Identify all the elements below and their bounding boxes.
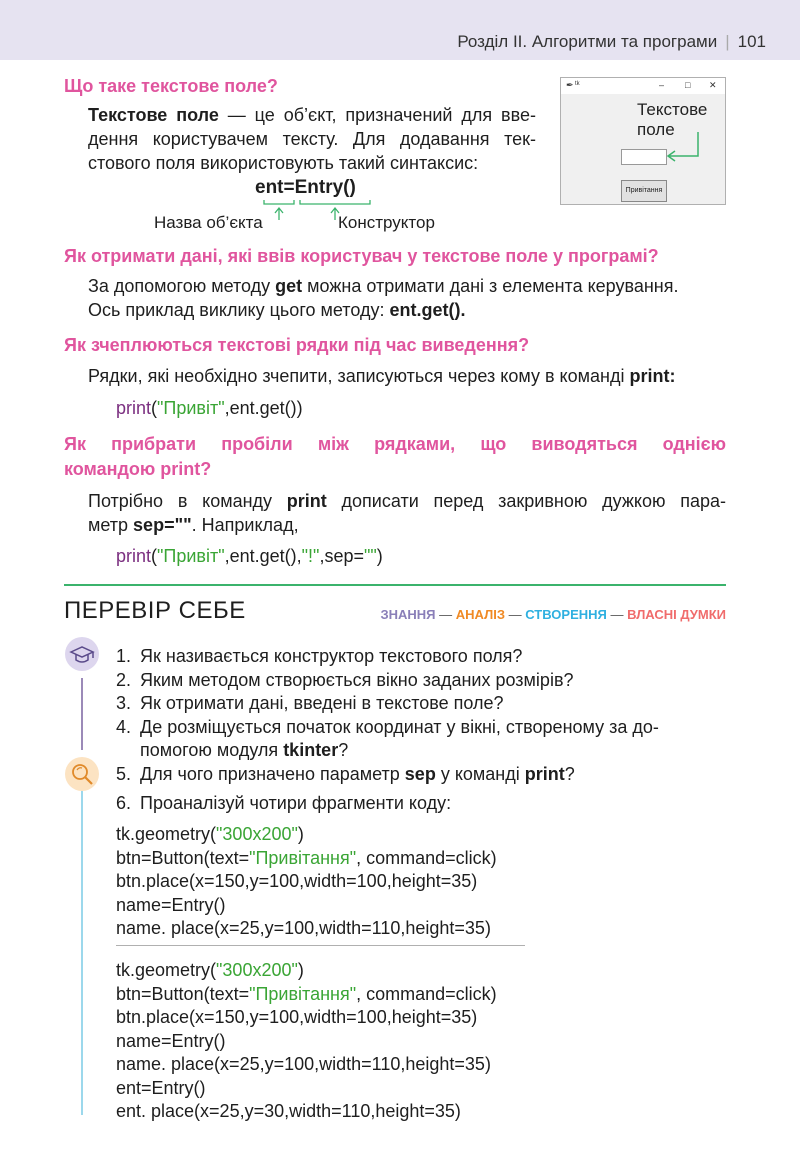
window-entry-field bbox=[621, 149, 667, 165]
q4-text-a: Потрібно в команду bbox=[88, 491, 287, 511]
question-heading-1: Що таке текстове поле? bbox=[64, 76, 278, 96]
page-header bbox=[0, 0, 800, 60]
code-string: "Привітання" bbox=[249, 847, 357, 868]
code-paren: ( bbox=[151, 546, 158, 566]
syntax-example: ent=Entry() bbox=[255, 177, 356, 198]
code-text: ) bbox=[297, 960, 304, 980]
code-line: name=Entry() bbox=[116, 894, 226, 915]
q3-code-example bbox=[116, 397, 303, 421]
q2-line-1 bbox=[88, 274, 678, 298]
item-text: Як отримати дані, введені в текстове поле? bbox=[140, 693, 504, 713]
close-icon: ✕ bbox=[709, 80, 717, 90]
item-text: Як називається конструктор текстового поля? bbox=[140, 646, 523, 666]
item-text: Проаналізуй чотири фрагменти коду: bbox=[140, 793, 452, 813]
code-text: tk.geometry( bbox=[116, 824, 217, 844]
item-number: 6. bbox=[116, 793, 132, 813]
q2-keyword-ent-get: ent.get(). bbox=[389, 300, 466, 320]
legend-knowledge: ЗНАННЯ bbox=[380, 607, 436, 622]
list-item bbox=[116, 763, 728, 787]
window-label-line-1: Текстове bbox=[637, 100, 708, 119]
q4-text-d: метр bbox=[88, 515, 134, 535]
feather-icon: ✒ bbox=[566, 80, 574, 90]
q4-text-c: дописати перед закривною дужкою пара- bbox=[326, 491, 726, 511]
code-text: ,ent.get(), bbox=[224, 546, 302, 566]
list-item bbox=[116, 692, 728, 716]
q3-line-1 bbox=[88, 364, 675, 388]
code-line bbox=[116, 959, 497, 983]
code-keyword: print bbox=[116, 546, 152, 566]
code-text: , command=click) bbox=[356, 983, 497, 1004]
minimize-icon: – bbox=[659, 80, 665, 90]
code-paren: ( bbox=[151, 398, 158, 418]
list-item bbox=[116, 716, 728, 763]
question-heading-4 bbox=[64, 432, 726, 482]
code-line: name. place(x=25,y=100,width=110,height=35) bbox=[116, 1054, 491, 1074]
object-bracket bbox=[264, 200, 294, 204]
q3-text-a: Рядки, які необхідно зчепити, записуються через кому в команді bbox=[88, 366, 630, 386]
item-text: ? bbox=[564, 763, 575, 784]
window-title: tk bbox=[575, 81, 580, 87]
page-number: 101 bbox=[737, 32, 766, 51]
q2-text-c: можна отримати дані з елемента керування. bbox=[302, 276, 679, 296]
analysis-track-line bbox=[81, 790, 83, 1115]
maximize-icon: □ bbox=[685, 80, 691, 90]
code-line: btn.place(x=150,y=100,width=100,height=35) bbox=[116, 1007, 478, 1027]
item-number: 4. bbox=[116, 716, 132, 737]
graduation-cap-icon bbox=[65, 637, 99, 671]
window-button: Привітання bbox=[621, 180, 667, 202]
code-keyword: print bbox=[116, 398, 152, 418]
q4-title-line-2: командою print? bbox=[64, 459, 212, 479]
q4-line-1 bbox=[88, 489, 726, 513]
code-text: , command=click) bbox=[356, 847, 497, 868]
code-paren: ) bbox=[376, 546, 383, 566]
q2-keyword-get: get bbox=[275, 276, 303, 296]
q4-keyword-sep: sep="" bbox=[133, 515, 192, 535]
item-keyword: sep bbox=[404, 763, 436, 784]
code-string: "300x200" bbox=[216, 960, 298, 980]
header-text bbox=[457, 32, 766, 52]
code-divider bbox=[116, 945, 525, 946]
item-number: 3. bbox=[116, 693, 132, 713]
item-number: 2. bbox=[116, 669, 132, 690]
header-separator: | bbox=[725, 32, 730, 51]
code-string: "" bbox=[363, 546, 377, 566]
code-line: ent. place(x=25,y=30,width=110,height=35) bbox=[116, 1101, 461, 1121]
object-arrow bbox=[275, 208, 283, 220]
section-title: Розділ ІІ. Алгоритми та програми bbox=[457, 32, 718, 51]
q4-code-example bbox=[116, 545, 383, 569]
magnifier-icon bbox=[65, 757, 99, 791]
question-heading-2: Як отримати дані, які ввів користувач у текстове поле у програмі? bbox=[64, 246, 659, 266]
list-item bbox=[116, 669, 728, 693]
code-line bbox=[116, 847, 497, 871]
code-line: name. place(x=25,y=100,width=110,height=35) bbox=[116, 918, 491, 938]
q1-line-1 bbox=[88, 103, 536, 127]
item-text: Яким методом створюється вікно заданих розмірів? bbox=[140, 669, 574, 690]
item-number: 5. bbox=[116, 763, 132, 784]
item-number: 1. bbox=[116, 646, 132, 666]
q3-keyword-print: print: bbox=[629, 366, 676, 386]
code-line: btn.place(x=150,y=100,width=100,height=35) bbox=[116, 871, 478, 891]
window-label-line-2: поле bbox=[637, 120, 675, 139]
question-6 bbox=[116, 792, 451, 816]
code-text: ) bbox=[297, 824, 304, 844]
legend-creation: СТВОРЕННЯ bbox=[525, 607, 607, 622]
tk-window-illustration bbox=[560, 77, 726, 205]
code-string: "Привітання" bbox=[249, 983, 357, 1004]
code-text: btn=Button(text= bbox=[116, 847, 250, 868]
item-keyword: tkinter bbox=[283, 740, 339, 760]
legend-dash: — bbox=[508, 607, 522, 622]
code-line: name=Entry() bbox=[116, 1030, 226, 1051]
code-fragment-1 bbox=[116, 823, 497, 941]
item-text: помогою модуля bbox=[140, 740, 284, 760]
code-text: btn=Button(text= bbox=[116, 983, 250, 1004]
legend-dash: — bbox=[610, 607, 624, 622]
legend-analysis: АНАЛІЗ bbox=[455, 607, 505, 622]
q2-text-a: За допомогою методу bbox=[88, 276, 276, 296]
label-constructor: Конструктор bbox=[338, 213, 435, 232]
code-rest: ,ent.get()) bbox=[224, 398, 303, 418]
q1-line-2: дення користувачем тексту. Для додавання тек- bbox=[88, 129, 536, 149]
legend-own-thoughts: ВЛАСНІ ДУМКИ bbox=[627, 607, 726, 622]
code-line bbox=[116, 983, 497, 1007]
q1-paragraph bbox=[88, 103, 536, 175]
question-heading-3: Як зчеплюються текстові рядки під час виведення? bbox=[64, 335, 530, 355]
q4-title-line-1: Як прибрати пробіли між рядками, що виводяться однією bbox=[64, 434, 726, 454]
q1-line-3: стового поля використовують такий синтаксис: bbox=[88, 153, 479, 173]
skills-legend bbox=[380, 607, 726, 622]
code-fragment-2 bbox=[116, 959, 497, 1124]
code-line: ent=Entry() bbox=[116, 1077, 206, 1098]
code-string: "300x200" bbox=[216, 824, 298, 844]
pointer-arrow bbox=[668, 132, 698, 161]
code-text: tk.geometry( bbox=[116, 960, 217, 980]
label-object-name: Назва об’єкта bbox=[154, 213, 263, 232]
list-item bbox=[116, 645, 728, 669]
item-text: Де розміщується початок координат у вікні, створеному за до- bbox=[140, 716, 659, 737]
q4-paragraph bbox=[88, 489, 726, 537]
q4-line-2 bbox=[88, 513, 726, 537]
check-yourself-title: ПЕРЕВІР СЕБЕ bbox=[64, 597, 246, 624]
legend-dash: — bbox=[439, 607, 453, 622]
q4-keyword-print: print bbox=[286, 491, 327, 511]
item-text: Для чого призначено параметр bbox=[140, 763, 405, 784]
code-string: "Привіт" bbox=[157, 546, 225, 566]
code-text: ,sep= bbox=[319, 546, 364, 566]
code-line bbox=[116, 823, 497, 847]
q1-line-1-rest: — це об’єкт, призначений для вве- bbox=[218, 105, 536, 125]
code-string: "Привіт" bbox=[157, 398, 225, 418]
item-text: ? bbox=[338, 740, 349, 760]
q2-line-2 bbox=[88, 298, 465, 322]
q4-text-e: . Наприклад, bbox=[191, 515, 299, 535]
section-divider bbox=[64, 584, 726, 586]
item-keyword: print bbox=[524, 763, 565, 784]
knowledge-track-line bbox=[81, 678, 83, 750]
item-text: у команді bbox=[435, 763, 525, 784]
questions-list bbox=[116, 645, 728, 786]
constructor-bracket bbox=[300, 200, 370, 204]
q2-text-d: Ось приклад виклику цього методу: bbox=[88, 300, 390, 320]
code-string: "!" bbox=[301, 546, 320, 566]
item-continuation bbox=[116, 739, 728, 763]
term-text-field: Текстове поле bbox=[88, 105, 219, 125]
